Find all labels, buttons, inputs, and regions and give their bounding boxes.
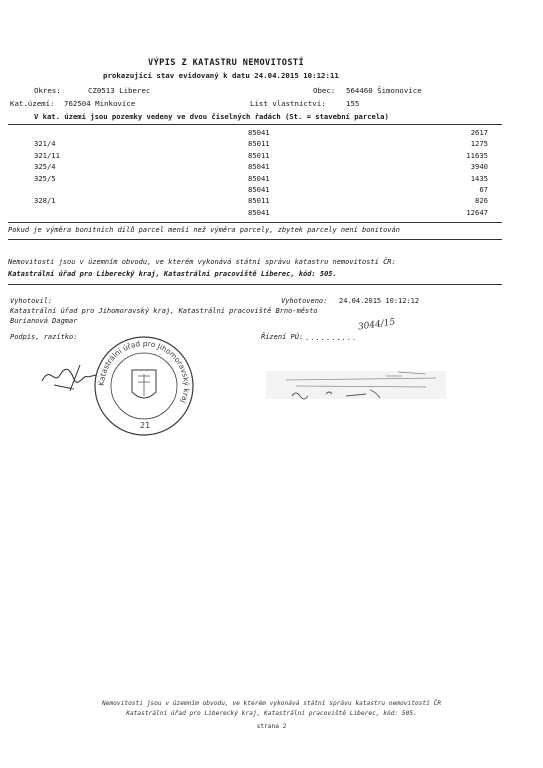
bpej-code: 85041 bbox=[248, 162, 270, 172]
bpej-code: 85041 bbox=[248, 185, 270, 195]
bonit-rule bbox=[8, 239, 502, 240]
vyhotoveno-label: Vyhotoveno: bbox=[281, 297, 328, 305]
document-title: VÝPIS Z KATASTRU NEMOVITOSTÍ bbox=[148, 58, 305, 68]
parcel-number: 321/4 bbox=[34, 139, 56, 149]
kat-uzemi-value: 762504 Minkovice bbox=[64, 99, 136, 108]
table-row bbox=[34, 161, 496, 172]
table-row bbox=[34, 207, 496, 218]
okres-value: CZ0513 Liberec bbox=[88, 86, 151, 95]
vyhotovil-person: Burianová Dagmar bbox=[10, 317, 78, 325]
stamp-number: 21 bbox=[140, 421, 151, 430]
parcel-number bbox=[34, 184, 248, 195]
bpej-code: 85041 bbox=[248, 128, 270, 137]
document-subtitle: prokazující stav evidovaný k datu 24.04.2015 10:12:11 bbox=[103, 71, 339, 80]
bonit-note: Pokud je výměra bonitních dílů parcel menší než výměra parcely, zbytek parcely není bonitován bbox=[8, 226, 400, 234]
table-row bbox=[34, 138, 496, 149]
list-vlastnictvi-value: 155 bbox=[346, 99, 360, 108]
parcel-number bbox=[34, 127, 248, 138]
table-row bbox=[34, 195, 496, 206]
parcel-number: 325/5 bbox=[34, 173, 56, 183]
vyhotovil-office: Katastrální úřad pro Jihomoravský kraj, Katastrální pracoviště Brno-město bbox=[10, 307, 318, 315]
vyhotoveno-value: 24.04.2015 10:12:12 bbox=[339, 297, 420, 305]
okres-label: Okres: bbox=[34, 86, 61, 95]
obec-label: Obec: bbox=[313, 86, 336, 95]
rizeni-handwritten-number: 3044/15 bbox=[357, 317, 396, 333]
bpej-code: 85011 bbox=[248, 139, 270, 149]
parcel-area: 11635 bbox=[466, 150, 488, 160]
parcel-area: 1435 bbox=[470, 173, 488, 183]
podpis-label: Podpis, razítko: bbox=[10, 333, 78, 341]
handwritten-marks bbox=[266, 366, 446, 406]
obec-value: 564460 Šimonovice bbox=[346, 86, 422, 95]
bpej-code: 85011 bbox=[248, 196, 270, 206]
state-emblem-icon bbox=[132, 370, 156, 398]
table-bottom-rule bbox=[8, 222, 502, 223]
table-row bbox=[34, 150, 496, 161]
parcel-area: 12647 bbox=[466, 207, 488, 217]
vyhotovil-label: Vyhotovil: bbox=[10, 297, 53, 305]
table-row bbox=[34, 184, 496, 195]
bpej-code: 85041 bbox=[248, 207, 270, 217]
stamp-text: Katastrální úřad pro Jihomoravský kraj bbox=[96, 338, 192, 405]
parcel-area: 1275 bbox=[470, 139, 488, 149]
office-name: Katastrální úřad pro Liberecký kraj, Katastrální pracoviště Liberec, kód: 505. bbox=[8, 270, 337, 278]
footer-line-1: Nemovitosti jsou v územním obvodu, ve kterém vykonává státní správu katastru nemovitostí ČR bbox=[102, 700, 441, 707]
footer-page-number: strana 2 bbox=[256, 723, 287, 730]
bpej-code: 85011 bbox=[248, 150, 270, 160]
parcel-number: 328/1 bbox=[34, 196, 56, 206]
list-vlastnictvi-label: List vlastnictví: bbox=[250, 99, 326, 108]
office-stamp bbox=[92, 334, 196, 438]
bpej-code: 85041 bbox=[248, 173, 270, 183]
rizeni-dots: .......... bbox=[305, 334, 358, 342]
office-rule bbox=[8, 284, 502, 285]
table-row bbox=[34, 173, 496, 184]
rizeni-label: Řízení PÚ: bbox=[261, 333, 304, 341]
parcel-area: 3940 bbox=[470, 162, 488, 172]
parcel-table bbox=[34, 127, 496, 218]
kat-uzemi-label: Kat.území: bbox=[10, 99, 55, 108]
parcel-area: 67 bbox=[479, 185, 488, 195]
office-note: Nemovitosti jsou v územním obvodu, ve kterém vykonává státní správu katastru nemovitostí ČR: bbox=[8, 258, 396, 266]
parcel-number: 325/4 bbox=[34, 162, 56, 172]
table-top-rule bbox=[8, 124, 502, 125]
table-row bbox=[34, 127, 496, 138]
footer-line-2: Katastrální úřad pro Liberecký kraj, Katastrální pracoviště Liberec, kód: 505. bbox=[126, 710, 417, 717]
parcel-area: 826 bbox=[475, 196, 488, 206]
parcel-number: 321/11 bbox=[34, 150, 60, 160]
parcel-area: 2617 bbox=[470, 128, 488, 137]
table-caption: V kat. území jsou pozemky vedeny ve dvou číselných řadách (St. = stavební parcela) bbox=[34, 112, 389, 121]
parcel-number bbox=[34, 207, 248, 218]
